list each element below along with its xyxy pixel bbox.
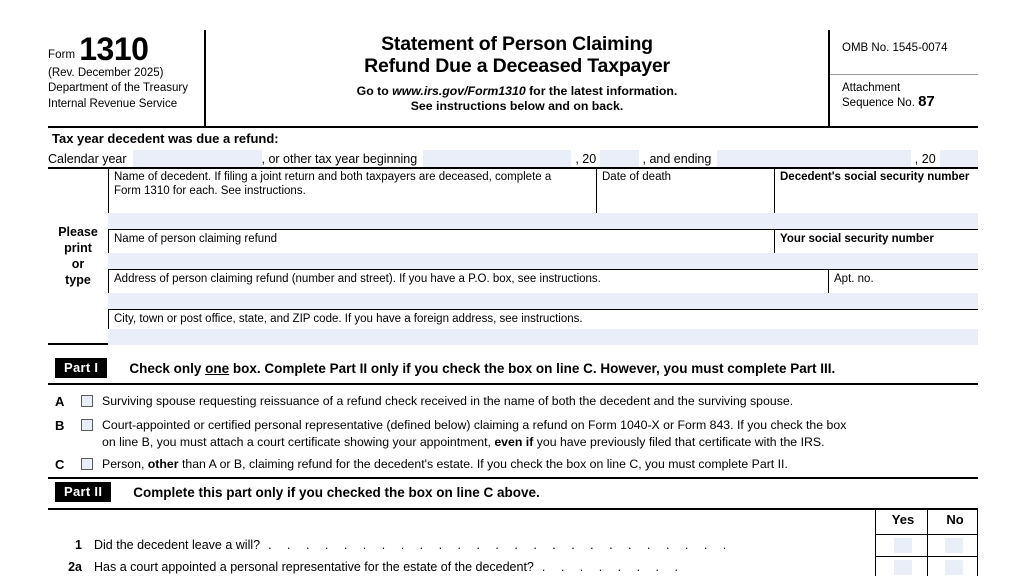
question-2a-yes-checkbox[interactable] — [894, 560, 912, 575]
item-b-text-line2-pre: on line B, you must attach a court certificate showing your appointment, — [102, 434, 495, 449]
yesno-right-border — [977, 510, 978, 576]
item-c-text — [102, 456, 788, 473]
question-row-1 — [48, 538, 748, 552]
part-1-instruction — [129, 361, 835, 376]
item-b-letter: B — [55, 418, 65, 433]
part-1-instruction-post: box. Complete Part II only if you check the box on line C. However, you must complete Part III. — [229, 360, 836, 376]
part-1-instruction-underline: one — [205, 360, 230, 376]
form-number-line — [48, 30, 198, 67]
question-2a-text: Has a court appointed a personal representative for the estate of the decedent? — [94, 560, 534, 574]
please-word-2: or — [71, 257, 85, 271]
question-1-number: 1 — [75, 538, 82, 552]
goto-url-line — [206, 84, 828, 99]
year-a-input[interactable] — [600, 150, 638, 167]
yesno-mid-border — [927, 510, 928, 576]
item-c-text-pre: Person, — [102, 457, 148, 471]
item-b-text-line2-post: you have previously filed that certificate with the IRS. — [533, 434, 825, 449]
taxpayer-info-grid — [48, 167, 978, 345]
part-2-header — [55, 482, 540, 502]
decedent-ssn-input[interactable] — [774, 213, 978, 229]
year-b-input[interactable] — [940, 150, 978, 167]
question-row-2a — [48, 560, 702, 574]
claimant-name-caption: Name of person claiming refund — [114, 233, 277, 245]
apt-no-cell — [828, 269, 978, 309]
question-1-no-checkbox[interactable] — [945, 538, 963, 553]
part-2-rule — [48, 508, 978, 510]
form-title-line-2: Refund Due a Deceased Taxpayer — [364, 55, 670, 77]
tax-year-row — [48, 148, 978, 169]
department-line-1: Department of the Treasury — [48, 82, 188, 94]
question-1-text: Did the decedent leave a will? — [94, 538, 261, 552]
attachment-label: Attachment — [842, 82, 901, 94]
city-input[interactable] — [108, 329, 978, 345]
decedent-name-input[interactable] — [108, 213, 596, 229]
omb-number: OMB No. 1545-0074 — [842, 42, 948, 54]
info-row-city — [108, 309, 978, 345]
decedent-ssn-cell — [774, 167, 978, 229]
address-input[interactable] — [108, 293, 828, 309]
goto-prefix: Go to — [356, 84, 393, 98]
department-line-2: Internal Revenue Service — [48, 97, 178, 110]
question-2a-leader-dots: . . . . . . . . — [541, 560, 684, 574]
item-a-text: Surviving spouse requesting reissuance of a refund check received in the name of both the decedent and the surviving spouse. — [102, 394, 794, 408]
item-a-letter: A — [55, 394, 65, 409]
question-2a-no-checkbox[interactable] — [945, 560, 963, 575]
city-caption: City, town or post office, state, and ZIP code. If you have a foreign address, see instructions. — [114, 313, 583, 325]
calendar-year-label: Calendar year — [48, 152, 127, 166]
column-header-yes: Yes — [891, 512, 915, 527]
please-print-or-type-label — [48, 167, 109, 345]
claimant-name-input[interactable] — [108, 253, 774, 269]
checkbox-b[interactable] — [81, 419, 93, 431]
part-1-item-c[interactable] — [55, 456, 980, 473]
part-1-item-b[interactable] — [55, 417, 980, 450]
see-instructions-line: See instructions below and on back. — [410, 99, 624, 113]
form-identity-block — [48, 30, 206, 126]
comma-20-b: , 20 — [914, 152, 936, 166]
item-c-text-post: than A or B, claiming refund for the decedent's estate. If you check the box on line C, you must complete Part II. — [178, 457, 788, 471]
city-cell — [108, 309, 978, 345]
please-word-1: print — [64, 241, 92, 255]
please-word-0: Please — [58, 225, 98, 239]
part-1-rule — [48, 383, 978, 385]
or-other-tax-year-label: , or other tax year beginning — [261, 152, 418, 166]
your-ssn-cell — [774, 229, 978, 269]
tax-year-beginning-input[interactable] — [423, 150, 571, 167]
sequence-no-label: Sequence No. — [842, 97, 915, 109]
irs-url-link[interactable]: www.irs.gov/Form1310 — [392, 84, 526, 98]
info-grid-body — [108, 167, 978, 345]
attachment-sequence-line — [842, 95, 978, 110]
calendar-year-input[interactable] — [133, 150, 262, 167]
item-c-text-bold: other — [147, 457, 179, 471]
yesno-left-border — [875, 510, 876, 576]
checkbox-a[interactable] — [81, 395, 93, 407]
item-b-text — [102, 417, 846, 450]
decedent-name-caption-l2: Form 1310 for each. See instructions. — [114, 184, 306, 197]
tax-year-ending-input[interactable] — [717, 150, 910, 167]
info-row-address — [108, 269, 978, 310]
question-1-leader-dots: . . . . . . . . . . . . . . . . . . . . . . . . . — [268, 538, 733, 552]
date-of-death-input[interactable] — [596, 213, 774, 229]
part-1-tag: Part I — [55, 358, 107, 378]
please-word-3: type — [65, 273, 91, 287]
part-2-instruction: Complete this part only if you checked the box on line C above. — [133, 484, 540, 500]
info-row-decedent — [108, 167, 978, 230]
question-1-yes-checkbox[interactable] — [894, 538, 912, 553]
comma-20-a: , 20 — [575, 152, 597, 166]
item-b-text-line2-bold: even if — [494, 434, 534, 449]
decedent-name-caption-l1: Name of decedent. If filing a joint return and both taxpayers are deceased, complete a — [114, 171, 552, 183]
part-1-header — [55, 358, 835, 378]
decedent-name-cell — [108, 167, 596, 229]
address-caption: Address of person claiming refund (number and street). If you have a P.O. box, see instructions. — [114, 273, 601, 285]
question-2a-number: 2a — [68, 560, 82, 574]
item-c-letter: C — [55, 457, 65, 472]
checkbox-c[interactable] — [81, 458, 93, 470]
date-of-death-caption: Date of death — [602, 171, 672, 183]
omb-block — [828, 30, 978, 126]
item-b-text-line1: Court-appointed or certified personal representative (defined below) claiming a refund on Form 1040-X or Form 843. If you check the box — [102, 418, 847, 432]
attachment-sequence-block — [830, 74, 978, 126]
part-1-instruction-pre: Check only — [129, 360, 206, 376]
date-of-death-cell — [596, 167, 774, 229]
claimant-name-cell — [108, 229, 774, 269]
address-cell — [108, 269, 828, 309]
form-revision-date: (Rev. December 2025) — [48, 67, 164, 79]
goto-suffix: for the latest information. — [525, 84, 678, 98]
apt-no-caption: Apt. no. — [834, 273, 874, 285]
apt-no-input[interactable] — [828, 293, 978, 309]
form-title-block — [206, 30, 828, 126]
info-row-claimant — [108, 229, 978, 270]
sequence-number: 87 — [918, 93, 935, 110]
and-ending-label: , and ending — [642, 152, 712, 166]
form-number: 1310 — [79, 31, 149, 67]
form-title-line-1: Statement of Person Claiming — [381, 33, 653, 55]
decedent-ssn-caption: Decedent's social security number — [780, 171, 970, 183]
tax-year-heading: Tax year decedent was due a refund: — [52, 131, 279, 146]
your-ssn-caption: Your social security number — [780, 233, 934, 245]
part-1-bottom-rule — [48, 477, 978, 479]
form-word-label: Form — [48, 49, 76, 61]
column-header-no: No — [946, 512, 964, 527]
form-header — [48, 30, 978, 128]
your-ssn-input[interactable] — [774, 253, 978, 269]
part-1-item-a[interactable] — [55, 393, 980, 410]
part-2-tag: Part II — [55, 482, 111, 502]
